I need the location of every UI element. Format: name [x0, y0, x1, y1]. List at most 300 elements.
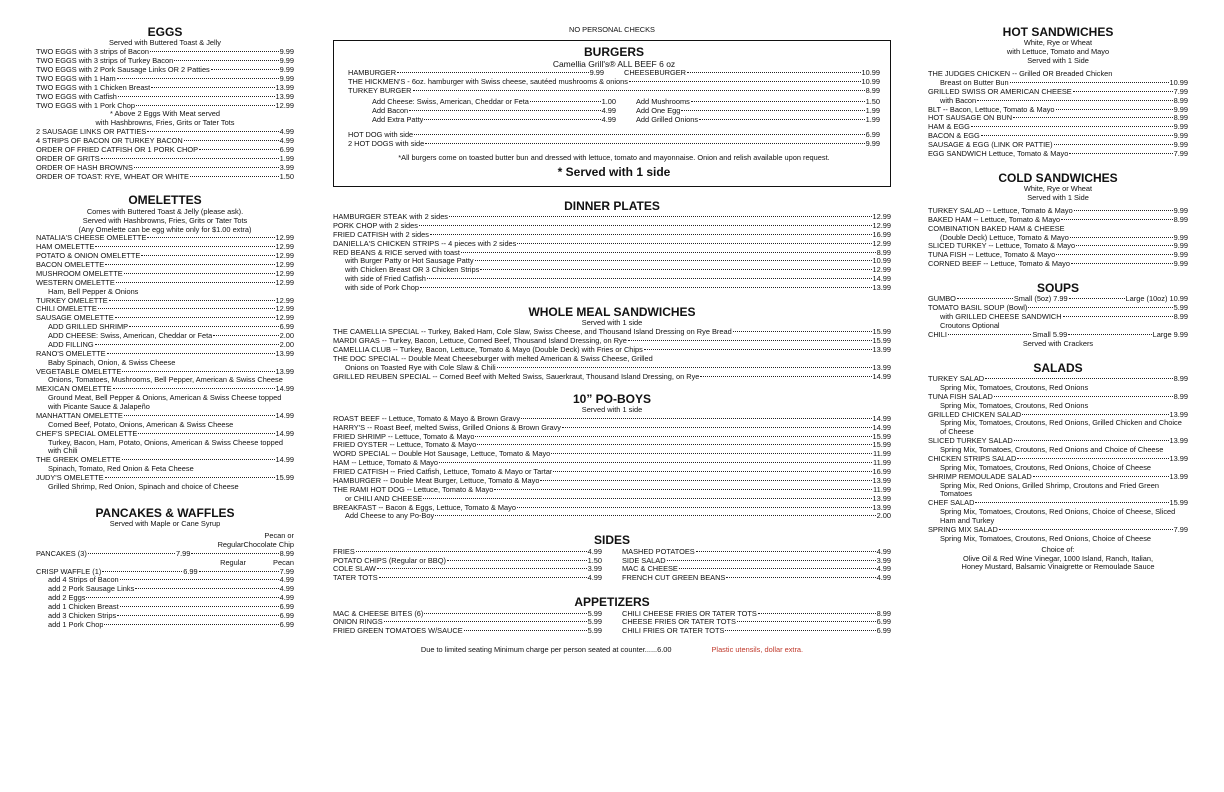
menu-item	[348, 131, 880, 140]
menu-item	[36, 594, 294, 603]
menu-item	[333, 257, 891, 266]
item-price: 1.50	[587, 555, 602, 565]
menu-item	[36, 243, 294, 252]
item-price: 4.99	[279, 593, 294, 603]
menu-item	[333, 337, 891, 346]
section-title: 10” PO-BOYS	[572, 391, 652, 406]
item-price: 16.99	[872, 229, 891, 239]
menu-item	[333, 275, 891, 284]
item-price: 12.99	[275, 260, 294, 270]
item-price: 5.99	[587, 626, 602, 636]
item-description: Spring Mix, Tomatoes, Croutons, Red Onions	[940, 400, 1089, 410]
section-subtitle: Served with 1 side	[581, 404, 643, 414]
item-price: 7.99	[1173, 524, 1188, 534]
menu-item	[928, 304, 1188, 313]
item-price: 6.99	[279, 322, 294, 332]
leader	[628, 340, 872, 341]
leader	[1022, 414, 1168, 415]
menu-item	[36, 603, 294, 612]
item-name: HAM OMELETTE	[36, 243, 95, 252]
item-name: CHEF SALAD	[928, 499, 975, 508]
item-name: TWO EGGS with 1 Pork Chop	[36, 101, 135, 110]
item-name: Add Mushrooms	[636, 98, 690, 107]
item-name: FRIED CATFISH -- Fried Catfish, Lettuce, Tomato & Mayo or Tartar	[333, 468, 553, 477]
menu-item	[36, 155, 294, 164]
leader	[120, 579, 279, 580]
item-price: 6.99	[865, 129, 880, 139]
header-label: Regular	[217, 539, 244, 549]
item-name: FRIED SHRIMP -- Lettuce, Tomato & Mayo	[333, 432, 475, 441]
item-price: 14.99	[275, 410, 294, 420]
leader	[117, 78, 279, 79]
item-price: 15.99	[275, 473, 294, 483]
leader	[174, 60, 278, 61]
leader	[1028, 307, 1172, 308]
leader	[562, 427, 872, 428]
leader	[124, 273, 275, 274]
menu-item	[928, 242, 1188, 251]
menu-item	[928, 106, 1188, 115]
leader	[957, 298, 1013, 299]
leader	[425, 143, 864, 144]
item-name: HAMBURGER -- Double Meat Burger, Lettuce, Tomato & Mayo	[333, 476, 540, 485]
item-name: POTATO & ONION OMELETTE	[36, 252, 141, 261]
item-name: Add Cheese: Swiss, American, Cheddar or Feta	[372, 98, 529, 107]
menu-item	[333, 495, 891, 504]
item-price: 2.00	[279, 331, 294, 341]
menu-item	[333, 557, 602, 566]
item-name: Onions on Toasted Rye with Cole Slaw & Chili	[345, 363, 496, 372]
item-name: CAMELLIA CLUB -- Turkey, Bacon, Lettuce, Tomato & Mayo (Double Deck) with Fries or Chips	[333, 346, 643, 354]
item-price: 14.99	[275, 384, 294, 394]
leader	[379, 577, 587, 578]
item-name: EGG SANDWICH Lettuce, Tomato & Mayo	[928, 149, 1069, 158]
item-price: 13.99	[872, 345, 891, 354]
menu-list	[928, 375, 1188, 544]
item-name: TATER TOTS	[333, 574, 378, 583]
item-name: Add Bacon	[372, 106, 409, 115]
leader	[98, 308, 275, 309]
item-price: 9.99	[1173, 259, 1188, 269]
menu-item	[36, 621, 294, 630]
menu-item	[928, 295, 1188, 304]
menu-item	[333, 222, 891, 231]
item-price: 12.99	[872, 265, 891, 275]
leader	[117, 615, 278, 616]
leader	[109, 300, 275, 301]
item-name: CRISP WAFFLE (1)	[36, 567, 102, 576]
menu-item	[333, 627, 602, 636]
item-name: RED BEANS & RICE served with toast	[333, 248, 460, 257]
burger-note: *All burgers come on toasted butter bun and dressed with lettuce, tomato and mayonnaise. Onion and relish available upon request.	[398, 153, 830, 163]
item-name: TWO EGGS with 1 Chicken Breast	[36, 83, 151, 92]
item-description: Corned Beef, Potato, Onions, American & Swiss Cheese	[48, 419, 234, 429]
item-price: 7.99	[279, 566, 295, 576]
leader	[1070, 237, 1173, 238]
item-price: 15.99	[872, 327, 891, 337]
item-name: MANHATTAN OMELETTE	[36, 411, 123, 420]
leader	[1033, 476, 1169, 477]
item-name: DANIELLA'S CHICKEN STRIPS -- 4 pieces with 2 sides	[333, 239, 517, 248]
item-price: 9.99	[279, 47, 294, 57]
item-name: Add Extra Patty	[372, 115, 424, 124]
menu-item	[333, 266, 891, 275]
item-name: TWO EGGS with Catfish	[36, 92, 117, 101]
item-price: 5.99	[587, 617, 602, 627]
item-name: POTATO CHIPS (Regular or BBQ)	[333, 556, 446, 565]
menu-list	[36, 234, 294, 491]
item-price: 12.99	[275, 242, 294, 252]
section-subtitle: Served with Hashbrowns, Fries, Grits or Tater Tots	[82, 215, 248, 225]
leader	[696, 551, 876, 552]
omelettes-section	[36, 193, 294, 491]
item-price: 6.99	[876, 617, 891, 627]
menu-item	[636, 98, 880, 107]
item-description: Turkey, Bacon, Ham, Potato, Onions, American & Swiss Cheese topped with Chili	[48, 437, 283, 456]
leader	[211, 69, 279, 70]
item-name: ORDER OF GRITS	[36, 154, 100, 163]
item-price: 13.99	[275, 348, 294, 358]
section-subtitle: Served with Buttered Toast & Jelly	[108, 38, 221, 48]
item-price: 15.99	[872, 440, 891, 450]
item-price: 4.99	[279, 575, 294, 585]
item-price: 13.99	[275, 366, 294, 376]
item-price: 4.99	[279, 136, 294, 146]
item-name: WORD SPECIAL -- Double Hot Sausage, Lettuce, Tomato & Mayo	[333, 450, 551, 459]
item-name: HAMBURGER	[348, 69, 397, 78]
menu-item	[36, 550, 294, 559]
menu-item	[333, 433, 891, 442]
item-name: THE DOC SPECIAL -- Double Meat Cheeseburger with melted American & Swiss Cheese, Grilled	[333, 353, 653, 363]
leader	[1061, 219, 1172, 220]
leader	[124, 415, 275, 416]
menu-item	[36, 576, 294, 585]
leader	[948, 334, 1031, 335]
leader	[427, 278, 872, 279]
item-name: GRILLED CHICKEN SALAD	[928, 410, 1022, 419]
leader	[733, 331, 872, 332]
pancake-header	[36, 541, 294, 550]
item-price: 5.99	[587, 608, 602, 618]
item-name: MARDI GRAS -- Turkey, Bacon, Lettuce, Corned Beef, Thousand Island Dressing, on Rye	[333, 337, 627, 346]
item-name: or CHILI AND CHEESE	[345, 494, 423, 503]
item-name: (Double Deck) Lettuce, Tomato & Mayo	[940, 233, 1069, 242]
item-price: 12.99	[275, 233, 294, 243]
menu-item	[36, 332, 294, 341]
item-price: 13.99	[1169, 471, 1188, 481]
leader	[88, 553, 175, 554]
item-name: CHILI CHEESE FRIES OR TATER TOTS	[622, 609, 757, 618]
item-price: 13.99	[1169, 453, 1188, 463]
item-price: 8.99	[865, 86, 880, 96]
leader	[95, 344, 279, 345]
menu-list	[928, 106, 1188, 159]
item-price: 3.99	[587, 564, 602, 574]
leader	[135, 588, 278, 589]
leader	[758, 613, 876, 614]
item-name: TWO EGGS with 1 Ham	[36, 74, 116, 83]
item-name: FRIED GREEN TOMATOES W/SAUCE	[333, 627, 463, 636]
item-name: COMBINATION BAKED HAM & CHEESE	[928, 223, 1065, 233]
leader	[994, 396, 1173, 397]
menu-item	[36, 234, 294, 243]
item-name: TURKEY BURGER	[348, 87, 412, 96]
menu-item	[622, 574, 891, 583]
leader	[449, 216, 872, 217]
menu-item	[348, 87, 880, 96]
item-name: ADD CHEESE: Swiss, American, Cheddar or Feta	[48, 332, 213, 341]
leader	[150, 51, 279, 52]
item-price: 9.99	[589, 68, 604, 78]
menu-item	[333, 504, 891, 513]
menu-list	[622, 610, 891, 637]
leader	[985, 378, 1172, 379]
item-price: 8.99	[876, 608, 891, 618]
leader	[725, 630, 875, 631]
leader	[1013, 117, 1173, 118]
menu-item	[36, 48, 294, 57]
menu-item	[36, 297, 294, 306]
menu-item	[636, 107, 880, 116]
hot-sandwiches-section	[928, 25, 1188, 159]
leader	[213, 335, 278, 336]
item-price: 8.99	[279, 548, 295, 558]
item-price: 7.99	[1173, 148, 1188, 158]
item-price: 12.99	[275, 277, 294, 287]
leader	[129, 326, 279, 327]
item-price: 6.99	[279, 602, 294, 612]
item-name: THE HICKMEN'S - 6oz. hamburger with Swiss cheese, sautéed mushrooms & onions	[348, 78, 628, 87]
item-name: PORK CHOP with 2 sides	[333, 221, 418, 230]
leader	[1069, 153, 1172, 154]
header-label: Regular	[220, 557, 246, 567]
item-name: add 1 Pork Chop	[48, 620, 104, 629]
leader	[105, 477, 275, 478]
item-name: CHEF'S SPECIAL OMELETTE	[36, 429, 138, 438]
item-price: 13.99	[872, 493, 891, 503]
middle-column	[333, 20, 891, 655]
item-name: CHILI OMELETTE	[36, 305, 97, 314]
item-price: 14.99	[872, 274, 891, 284]
menu-list	[372, 98, 616, 125]
menu-item	[333, 610, 602, 619]
menu-list	[622, 548, 891, 584]
leader	[423, 498, 871, 499]
item-name: FRENCH CUT GREEN BEANS	[622, 574, 726, 583]
item-price: 10.99	[861, 68, 880, 78]
leader	[1076, 245, 1173, 246]
item-name: THE RAMI HOT DOG -- Lettuce, Tomato & Mayo	[333, 485, 494, 494]
leader	[134, 167, 279, 168]
item-price: 14.99	[872, 371, 891, 381]
section-subtitle: Served with 1 side	[581, 318, 643, 328]
minimum-charge-note: Due to limited seating Minimum charge per person seated at counter......6.00	[420, 645, 672, 655]
item-price: 9.99	[1173, 232, 1188, 242]
item-name: TWO EGGS with 3 strips of Turkey Bacon	[36, 57, 174, 66]
burger-row	[348, 69, 880, 78]
leader	[1068, 334, 1151, 335]
item-price: 14.99	[872, 422, 891, 432]
leader	[971, 126, 1173, 127]
menu-item	[928, 123, 1188, 132]
item-price: 4.99	[279, 127, 294, 137]
menu-item	[622, 557, 891, 566]
header-label: Chocolate Chip	[243, 539, 294, 549]
leader	[699, 119, 865, 120]
footer-notes	[333, 646, 891, 655]
leader	[138, 433, 274, 434]
item-name: VEGETABLE OMELETTE	[36, 367, 122, 376]
item-name: TOMATO BASIL SOUP (Bowl)	[928, 304, 1028, 313]
menu-list	[36, 576, 294, 629]
cold-sandwiches-section	[928, 171, 1188, 269]
item-name: HAMBURGER STEAK with 2 sides	[333, 213, 448, 222]
menu-item	[333, 486, 891, 495]
item-price: 8.99	[1173, 113, 1188, 123]
item-price: 9.99	[1173, 122, 1188, 132]
item-price: 13.99	[872, 283, 891, 293]
leader	[975, 502, 1168, 503]
leader	[517, 243, 871, 244]
item-name: 2 HOT DOGS with side	[348, 139, 425, 148]
item-price: 8.99	[876, 247, 891, 257]
leader	[1063, 316, 1173, 317]
menu-item	[928, 251, 1188, 260]
item-price: 9.99	[1173, 250, 1188, 260]
item-price: Small (5oz) 7.99	[1013, 294, 1068, 304]
item-name: HAM -- Lettuce, Tomato & Mayo	[333, 459, 439, 468]
leader	[435, 515, 875, 516]
leader	[1071, 263, 1173, 264]
appetizers-section	[333, 595, 891, 636]
menu-item	[333, 468, 891, 477]
leader	[691, 101, 865, 102]
leader	[199, 571, 279, 572]
item-price: Large (10oz) 10.99	[1125, 294, 1188, 304]
item-price: 15.99	[1169, 498, 1188, 508]
item-name: add 1 Chicken Breast	[48, 603, 119, 612]
item-name: HOT DOG with side	[348, 130, 414, 139]
item-price: 13.99	[872, 475, 891, 485]
item-name: 2 SAUSAGE LINKS OR PATTIES	[36, 128, 147, 137]
item-name: BAKED HAM -- Lettuce, Tomato & Mayo	[928, 215, 1061, 224]
item-name: MEXICAN OMELETTE	[36, 385, 112, 394]
leader	[101, 158, 279, 159]
item-price: 1.99	[865, 105, 880, 115]
leader	[981, 135, 1173, 136]
item-price: 5.99	[1173, 303, 1188, 313]
menu-item	[36, 612, 294, 621]
item-name: with side of Fried Catfish	[345, 275, 426, 284]
item-price: 9.99	[279, 73, 294, 83]
item-name: ONION RINGS	[333, 618, 383, 627]
section-title: BURGERS	[583, 44, 644, 59]
leader	[116, 282, 275, 283]
section-subtitle: Served with 1 Side	[1027, 193, 1089, 203]
note: * Above 2 Eggs With Meat served	[109, 109, 221, 119]
section-title: EGGS	[147, 25, 183, 39]
leader	[377, 568, 587, 569]
item-name: ADD FILLING	[48, 340, 94, 349]
menu-item	[928, 79, 1188, 88]
menu-item	[36, 585, 294, 594]
item-price: 6.99	[183, 566, 198, 576]
leader	[105, 264, 274, 265]
item-price: 14.99	[275, 428, 294, 438]
item-name: 4 STRIPS OF BACON OR TURKEY BACON	[36, 137, 183, 146]
leader	[726, 577, 875, 578]
item-price: 3.99	[876, 555, 891, 565]
item-price: 1.00	[601, 97, 616, 107]
item-name: TWO EGGS with 3 strips of Bacon	[36, 48, 149, 57]
leader	[102, 571, 182, 572]
item-name: with GRILLED CHEESE SANDWICH	[940, 313, 1062, 322]
menu-item	[36, 146, 294, 155]
menu-item	[36, 137, 294, 146]
section-title: SIDES	[593, 533, 630, 548]
leader	[419, 225, 872, 226]
item-name: JUDY'S OMELETTE	[36, 474, 104, 483]
leader	[397, 72, 589, 73]
menu-item	[348, 140, 880, 149]
menu-list	[928, 207, 1188, 225]
leader	[107, 353, 275, 354]
item-price: 13.99	[275, 82, 294, 92]
menu-item	[36, 305, 294, 314]
item-name: SLICED TURKEY -- Lettuce, Tomato & Mayo	[928, 242, 1076, 251]
item-name: CHILI	[928, 330, 947, 339]
item-price: 10.99	[872, 256, 891, 266]
leader	[1014, 440, 1169, 441]
appetizers-grid	[333, 610, 891, 637]
section-title: DINNER PLATES	[564, 198, 660, 213]
item-price: 4.99	[587, 573, 602, 583]
item-price: 15.99	[872, 336, 891, 346]
menu-list	[333, 328, 891, 355]
menu-item	[372, 116, 616, 125]
item-price: 13.99	[872, 502, 891, 512]
item-price: 6.99	[279, 619, 294, 629]
dinner-section	[333, 199, 891, 293]
item-description: Spring Mix, Red Onions, Grilled Shrimp, Croutons and Fried Green Tomatoes	[940, 480, 1159, 499]
sides-grid	[333, 548, 891, 584]
item-price: 9.99	[865, 138, 880, 148]
menu-item	[333, 424, 891, 433]
menu-item	[333, 240, 891, 249]
item-name: GRILLED SWISS OR AMERICAN CHEESE	[928, 87, 1072, 96]
item-price: 1.50	[279, 171, 294, 181]
eggs-section	[36, 25, 294, 181]
item-price: 6.99	[876, 626, 891, 636]
item-name: TURKEY SALAD -- Lettuce, Tomato & Mayo	[928, 206, 1073, 215]
leader	[464, 630, 587, 631]
menu-item	[333, 213, 891, 222]
menu-item	[622, 618, 891, 627]
item-name: with Burger Patty or Hot Sausage Patty	[345, 257, 474, 266]
menu-item	[333, 477, 891, 486]
section-subtitle: Camellia Grill's® ALL BEEF 6 oz	[552, 59, 676, 70]
item-name: CHEESEBURGER	[624, 69, 687, 78]
leader	[191, 553, 278, 554]
menu-item	[372, 107, 616, 116]
item-price: 4.99	[601, 114, 616, 124]
menu-item	[928, 150, 1188, 159]
section-subtitle: (Any Omelette can be egg white only for $1.00 extra)	[78, 224, 252, 234]
menu-item	[928, 88, 1188, 97]
soups-section	[928, 281, 1188, 349]
menu-item	[622, 627, 891, 636]
right-column	[928, 20, 1188, 572]
